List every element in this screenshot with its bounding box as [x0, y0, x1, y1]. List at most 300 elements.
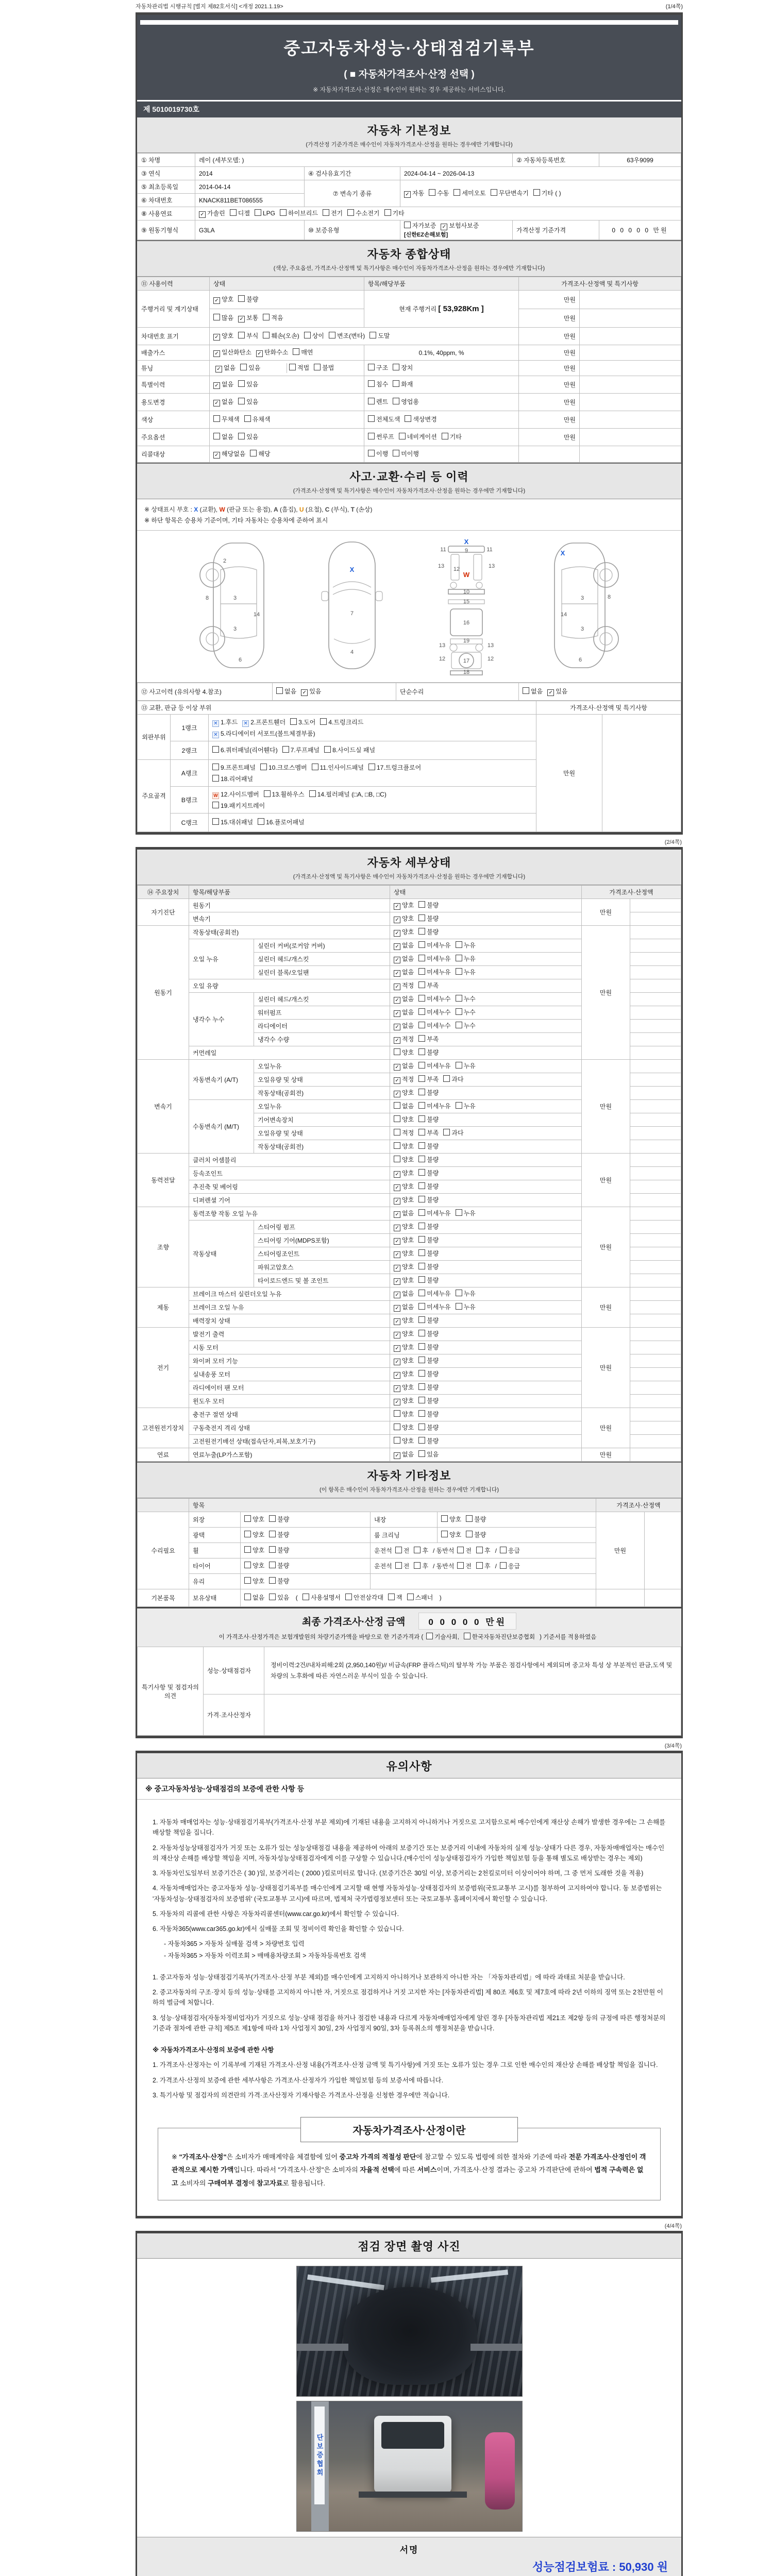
checkbox-icon — [418, 1383, 425, 1390]
note-cell — [630, 1020, 681, 1033]
final-price-note — [137, 1633, 681, 1642]
option: 누유 — [456, 955, 476, 963]
option: 적법 — [289, 364, 309, 372]
checkbox-icon — [456, 1209, 462, 1216]
damage-mark: X — [464, 538, 469, 546]
option: 불량 — [418, 1316, 439, 1325]
table-row: 조향 동력조향 작동 오일 누유 ✓ 없음 미세누유 누유 만원 — [138, 1207, 681, 1221]
option: 누수 — [456, 1022, 476, 1030]
price-cell: 만원 — [582, 1448, 630, 1462]
checkbox-icon — [414, 1547, 421, 1553]
option: ✓ 없음 — [394, 1303, 414, 1312]
checkbox-icon — [418, 1370, 425, 1377]
note-cell — [602, 715, 681, 832]
note-cell — [630, 1113, 681, 1127]
checkbox-icon: ✓ — [394, 1265, 400, 1272]
checkbox-icon — [429, 189, 435, 196]
option: 상이 — [304, 332, 324, 341]
option: 한국자동차진단보증협회 — [464, 1633, 535, 1642]
checkbox-icon — [500, 1562, 507, 1569]
table-row: 브레이크 오일 누유 ✓ 없음 미세누유 누유 — [138, 1301, 681, 1314]
note-cell — [630, 1274, 681, 1287]
price-cell: 만원 — [582, 926, 630, 1060]
option: 기술사회, — [426, 1633, 459, 1642]
checkbox-icon — [395, 1562, 402, 1569]
option: 3.도어 — [290, 718, 315, 727]
table-row: 고전원전기장치 충전구 절연 상태 양호 불량 만원 — [138, 1408, 681, 1421]
option: ✓ 양호 — [394, 1370, 414, 1379]
notice-title: 유의사항 — [386, 1760, 432, 1773]
price-cell: 만원 — [519, 309, 580, 328]
damage-mark: W — [463, 571, 470, 579]
option: 미세누수 — [418, 1008, 450, 1017]
checkbox-icon — [213, 415, 220, 422]
option: 전 — [395, 1562, 410, 1571]
option: 디젤 — [230, 209, 250, 218]
note-cell — [630, 1234, 681, 1247]
checkbox-icon — [456, 955, 462, 961]
checkbox-icon: ✓ — [199, 211, 206, 218]
checkbox-icon — [269, 1562, 276, 1568]
table-header-row: ⑪ 사용이력 상태 항목/해당부품 가격조사·산정액 및 특기사항 — [138, 277, 681, 291]
checkbox-icon: ✕ — [212, 732, 219, 738]
checkbox-icon — [456, 1008, 462, 1015]
option: 수소전기 — [347, 209, 379, 218]
detail-band — [137, 850, 681, 885]
checkbox-icon — [263, 314, 270, 320]
table-row: 2랭크 6.쿼터패널(리어휀다) 7.루프패널 8.사이드실 패널 — [138, 741, 681, 760]
notice-item: 2. 가격조사·산정의 보증에 관한 세부사항은 가격조사·산정자가 가입한 책임보험 등의 보증서에 따릅니다. — [153, 2076, 444, 2084]
table-row: 원동기 작동상태(공회전) ✓ 양호 불량 만원 — [138, 926, 681, 939]
checkbox-icon — [456, 1062, 462, 1069]
table-row: 용도변경 ✓ 없음 있음 렌트 영업용 만원 — [138, 394, 681, 411]
checkbox-icon: ✓ — [394, 1318, 400, 1325]
checkbox-icon — [393, 380, 399, 387]
checkbox-icon: ✓ — [394, 1372, 400, 1379]
checkbox-icon — [393, 398, 399, 404]
checkbox-icon — [456, 941, 462, 948]
checkbox-icon — [418, 1330, 425, 1336]
table-row: 워터펌프 ✓ 없음 미세누수 누수 — [138, 1006, 681, 1020]
table-row: 색상 무채색 유채색 전체도색 색상변경 만원 — [138, 411, 681, 429]
page-marker-3: (3/4쪽) — [664, 1743, 682, 1749]
etc-note: (이 항목은 매수인이 자동차가격조사·산정을 원하는 경우에만 기재합니다) — [319, 1487, 499, 1493]
notice-subheading: ※ 중고자동차성능·상태점검의 보증에 관한 사항 등 — [137, 1778, 681, 1800]
option: 양호 — [394, 1437, 414, 1446]
checkbox-icon — [290, 718, 297, 725]
checkbox-icon: ✓ — [404, 191, 411, 198]
checkbox-icon — [244, 1594, 251, 1600]
detail-table — [137, 885, 681, 1462]
checkbox-icon — [255, 209, 261, 216]
table-row: 라디에이터 ✓ 없음 미세누수 누수 — [138, 1020, 681, 1033]
basic-info-title: 자동차 기본정보 — [367, 124, 451, 137]
checkbox-icon — [414, 1562, 421, 1569]
panel-number: 13 — [488, 563, 495, 569]
table-row: 제동 브레이크 마스터 실린더오일 누유 ✓ 없음 미세누유 누유 만원 — [138, 1287, 681, 1301]
final-price-label: 최종 가격조사·산정 금액 — [301, 1617, 406, 1628]
accident-row-table — [137, 683, 681, 701]
option: 불량 — [269, 1531, 289, 1539]
option: 있음 — [240, 364, 260, 372]
checkbox-icon — [394, 1102, 400, 1109]
checkbox-icon — [282, 746, 289, 753]
note-cell — [630, 1354, 681, 1368]
option: ✓ 가솔린 — [199, 209, 225, 218]
option: 부식 — [238, 332, 258, 341]
note-cell — [630, 993, 681, 1006]
option: 후 — [414, 1547, 428, 1555]
table-row: 냉각수 누수 실린더 헤드/개스킷 ✓ 없음 미세누수 누수 — [138, 993, 681, 1006]
checkbox-icon: ✓ — [394, 917, 400, 923]
option: 양호 — [394, 1423, 414, 1432]
checkbox-icon — [418, 1263, 425, 1269]
checkbox-icon — [404, 222, 411, 228]
notice-item: 3. 자동차인도일부터 보증기간은 ( 30 )일, 보증거리는 ( 2000 )킬로미터로 합니다. (보증기간은 30일 이상, 보증거리는 2천킬로미터 이상이어야 하며, 그 중 먼저 도래한 것을 적용) — [153, 1870, 644, 1877]
checkbox-icon — [238, 380, 245, 387]
option: ✓ 없음 — [394, 968, 414, 977]
checkbox-icon — [456, 1303, 462, 1310]
checkbox-icon: ✓ — [394, 930, 400, 937]
option-text: 운전석 — [374, 1562, 392, 1570]
panel-number: 11 — [440, 547, 446, 553]
checkbox-icon — [418, 1089, 425, 1095]
option: 렌트 — [368, 398, 388, 406]
option: 양호 — [394, 1048, 414, 1057]
checkbox-icon — [280, 209, 287, 216]
option: ✓ 양호 — [394, 1223, 414, 1231]
option: 자가보증 — [404, 222, 436, 230]
checkbox-icon — [426, 1633, 433, 1639]
note-cell — [630, 1247, 681, 1261]
note-cell — [645, 1512, 681, 1589]
option: 미세누유 — [418, 1290, 450, 1298]
checkbox-icon: ✕ — [242, 720, 249, 727]
etc-title: 자동차 기타정보 — [367, 1469, 451, 1482]
option: 수동 — [429, 189, 449, 198]
panel-number: 8 — [607, 594, 611, 600]
option: 6.쿼터패널(리어휀다) — [212, 746, 278, 755]
car-top-view — [308, 538, 396, 677]
option: 누유 — [456, 1062, 476, 1071]
checkbox-icon: ✓ — [213, 297, 220, 304]
option-text: 운전석 — [374, 1547, 392, 1554]
option: 불량 — [466, 1531, 486, 1539]
checkbox-icon — [394, 1156, 400, 1162]
checkbox-icon — [393, 450, 399, 456]
checkbox-icon — [212, 746, 219, 753]
checkbox-icon — [418, 1169, 425, 1176]
option: 없음 — [213, 433, 233, 442]
option: ✓ 양호 — [394, 1276, 414, 1285]
notice-item: 1. 자동차 매매업자는 성능·상태점검기록부(가격조사·산정 부분 제외)에 기재된 내용을 고지하지 아니하거나 거짓으로 고지함으로써 매수인에게 재산상 손해가 발생한 경우에는 그 손해를 배상할 책임을 집니다. — [153, 1819, 666, 1837]
option: ✓ 양호 — [394, 914, 414, 923]
checkbox-icon — [418, 1423, 425, 1430]
panel-number: 17 — [463, 658, 470, 664]
notice-item: 2. 자동차성능상태점검자가 거짓 또는 오류가 있는 성능상태점검 내용을 제공하여 아래의 보증기간 또는 보증거리 이내에 자동차의 실제 성능·상태가 다른 경우, 자동차매매업자는 매수인의 재산상 손해를 배상할 책임을 지며, 자동차성능상태점검자에게 이를 구상할 수 있습니다.(매수인이 성능상태점검자가 가입한 책임보험 등을 통해 별도로 배상받는 경우는 제외) — [153, 1844, 665, 1862]
table-row: 전기 발전기 출력 ✓ 양호 불량 만원 — [138, 1328, 681, 1341]
checkbox-icon: ✓ — [215, 366, 222, 372]
note-cell — [630, 1314, 681, 1328]
checkbox-icon — [368, 380, 375, 387]
checkbox-icon — [238, 295, 245, 302]
checkbox-icon — [368, 364, 375, 370]
option: 양호 — [394, 1156, 414, 1164]
damage-mark: X — [349, 566, 355, 573]
checkbox-icon: ✓ — [394, 1278, 400, 1285]
notice-item: 1. 중고자동차 성능·상태점검기록부(가격조사·산정 부분 제외)를 매수인에게 고지하지 아니하거나 보관하지 아니한 자는 「자동차관리법」에 따라 과태료 처분을 받습니다. — [153, 1973, 625, 1981]
option: 부족 — [418, 1035, 439, 1044]
table-row: 기어변속장치 양호 불량 — [138, 1113, 681, 1127]
price-cell: 만원 — [519, 429, 580, 446]
notice-group — [153, 1817, 666, 1961]
exchange-panel-table — [137, 701, 681, 832]
checkbox-icon — [418, 968, 425, 975]
option: 장치 — [393, 364, 413, 372]
checkbox-icon: ✓ — [394, 970, 400, 977]
price-cell: 만원 — [582, 1154, 630, 1207]
checkbox-icon — [443, 1075, 450, 1082]
option: 있음 — [238, 380, 258, 389]
accident-title: 사고·교환·수리 등 이력 — [349, 470, 469, 483]
checkbox-icon — [244, 1546, 251, 1553]
checkbox-icon — [418, 1115, 425, 1122]
option: 침수 — [368, 380, 388, 389]
option: ✓ 양호 — [394, 1089, 414, 1097]
checkbox-icon — [418, 1236, 425, 1243]
opinion-table — [137, 1647, 681, 1736]
panel-number: 13 — [487, 642, 494, 649]
panel-number: 10 — [463, 589, 470, 595]
detail-table-el — [137, 885, 681, 1462]
checkbox-icon: ✓ — [394, 1064, 400, 1071]
photos-band — [137, 2233, 681, 2259]
option: 무채색 — [213, 415, 240, 424]
checkbox-icon — [418, 1048, 425, 1055]
table-row: 광택 양호 불량 룸 크리닝 양호 불량 — [138, 1528, 681, 1543]
checkbox-icon — [320, 718, 327, 725]
checkbox-icon: ✕ — [212, 720, 219, 727]
checkbox-icon — [269, 1594, 276, 1600]
option: 미세누유 — [418, 941, 450, 950]
checkbox-icon — [418, 1357, 425, 1363]
notice-item: 3. 특기사항 및 점검자의 의견란의 가격·조사산정자 기재사항은 가격조사·산정을 신청한 경우에만 적습니다. — [153, 2091, 450, 2099]
checkbox-icon: ✓ — [394, 1211, 400, 1218]
option: 도말 — [369, 332, 390, 341]
car-damage-diagram — [137, 531, 681, 683]
option: ✓ 없음 — [394, 1209, 414, 1218]
checkbox-icon — [418, 1022, 425, 1028]
option: 불량 — [418, 1276, 439, 1285]
option: 썬루프 — [368, 433, 394, 442]
table-row: 오일유량 및 상태 적정 부족 과다 — [138, 1127, 681, 1140]
checkbox-icon — [456, 995, 462, 1002]
panel-number: 2 — [223, 558, 227, 564]
checkbox-icon — [238, 332, 245, 338]
table-row: 구동축전지 격리 상태 양호 불량 — [138, 1421, 681, 1435]
option: 많음 — [213, 314, 233, 323]
regulation-text: 자동차관리법 시행규칙 [별지 제82호서식] <개정 2021.1.19> — [136, 4, 283, 10]
table-row: 디퍼렌셜 기어 ✓ 양호 불량 — [138, 1194, 681, 1207]
checkbox-icon: ✓ — [394, 1359, 400, 1365]
option: ✓ 양호 — [394, 1196, 414, 1205]
price-cell: 만원 — [582, 1207, 630, 1287]
option: ✓ 있음 — [301, 687, 321, 696]
option: 변조(변타) — [329, 332, 365, 341]
option-text: / 동반석 — [432, 1562, 455, 1570]
vehicle-on-lift — [374, 2416, 451, 2493]
checkbox-icon — [491, 189, 497, 196]
checkbox-icon: W — [212, 792, 219, 799]
note-cell — [630, 979, 681, 993]
checkbox-icon — [312, 764, 318, 770]
option: 양호 — [244, 1515, 264, 1524]
option: ✓ 양호 — [394, 1316, 414, 1325]
block-notice — [136, 1751, 683, 2218]
checkbox-icon — [418, 928, 425, 935]
exchange-table — [137, 701, 681, 832]
page-marker-4: (4/4쪽) — [664, 2223, 682, 2230]
option: 15.대쉬패널 — [212, 818, 253, 827]
table-row: 동력전달 클러치 어셈블리 양호 불량 만원 — [138, 1154, 681, 1167]
table-row: ⑥ 차대번호 KNACK811BET086555 — [138, 194, 681, 207]
option: 없음 — [276, 687, 296, 696]
checkbox-icon: ✓ — [394, 1251, 400, 1258]
passenger-car-note: ※ 하단 항목은 승용차 기준이며, 기타 자동차는 승용차에 준하여 표시 — [144, 517, 328, 524]
checkbox-icon — [418, 1397, 425, 1403]
signature-title: 서명 — [399, 2545, 419, 2555]
checkbox-icon — [418, 1316, 425, 1323]
etc-table-el — [137, 1498, 681, 1607]
option: ✓ 양호 — [394, 901, 414, 910]
table-row: 특별이력 ✓ 없음 있음 침수 화재 만원 — [138, 376, 681, 394]
note-cell — [580, 376, 681, 394]
option: ✓ 양호 — [213, 295, 233, 304]
checkbox-icon: ✓ — [394, 1399, 400, 1405]
table-row: 파워고압호스 ✓ 양호 불량 — [138, 1261, 681, 1274]
checkbox-icon — [418, 981, 425, 988]
option: 부족 — [418, 1075, 439, 1084]
option: ✓ 양호 — [213, 332, 233, 341]
option: ✓ 보통 — [238, 314, 258, 323]
damage-mark: X — [560, 549, 565, 557]
notice-group-heading: ※ 자동차가격조사·산정의 보증에 관한 사항 — [153, 2046, 274, 2054]
checkbox-icon — [418, 941, 425, 948]
insurance-fee: 성능점검보험료 : 50,930 원 — [532, 2561, 668, 2574]
price-cell: 만원 — [519, 361, 580, 376]
price-definition-box — [158, 2125, 661, 2200]
option: 불량 — [418, 1423, 439, 1432]
checkbox-icon — [533, 189, 540, 196]
checkbox-icon: ✓ — [394, 1010, 400, 1017]
option: 미세누수 — [418, 1022, 450, 1030]
checkbox-icon: ✓ — [213, 452, 220, 459]
checkbox-icon: ✓ — [394, 903, 400, 910]
option: 색상변경 — [405, 415, 436, 424]
notice-group — [153, 1972, 666, 2033]
checkbox-icon — [418, 1129, 425, 1136]
table-row: 스티어링조인트 ✓ 양호 불량 — [138, 1247, 681, 1261]
option: 16.플로어패널 — [258, 818, 305, 827]
checkbox-icon — [441, 1531, 448, 1537]
header-decor-bar — [140, 20, 678, 25]
price-cell: 만원 — [582, 1408, 630, 1448]
option: ✓ 적정 — [394, 981, 414, 990]
checkbox-icon — [250, 450, 257, 456]
option: ✕ 2.프론트휀더 — [242, 718, 285, 727]
table-row: 연료 연료누출(LP가스포함) ✓ 없음 있음 만원 — [138, 1448, 681, 1462]
option: 불량 — [418, 1357, 439, 1365]
overall-band — [137, 240, 681, 277]
price-definition-title: 자동차가격조사·산정이란 — [300, 2117, 518, 2142]
checkbox-icon — [418, 1008, 425, 1015]
option: 양호 — [441, 1531, 461, 1539]
option: 불량 — [418, 1048, 439, 1057]
checkbox-icon — [394, 1423, 400, 1430]
table-row: 실린더 헤드/개스킷 ✓ 없음 미세누유 누유 — [138, 953, 681, 966]
mileage-value: [ 53,928Km ] — [438, 304, 484, 313]
checkbox-icon — [269, 1546, 276, 1553]
checkbox-icon — [418, 1209, 425, 1216]
note-cell — [630, 899, 681, 912]
checkbox-icon — [456, 968, 462, 975]
option: ✕ 1.후드 — [212, 718, 238, 727]
option: 과다 — [443, 1129, 463, 1138]
block-detail — [136, 847, 683, 1738]
option: 사용설명서 — [303, 1594, 341, 1602]
option: 불량 — [466, 1515, 486, 1524]
table-row: 변속기 자동변속기 (A/T) 오일누유 ✓ 없음 미세누유 누유 만원 — [138, 1060, 681, 1073]
option: ✓ 없음 — [213, 380, 233, 389]
price-cell: 만원 — [519, 394, 580, 411]
notice-item: 5. 자동차의 리콜에 관한 사항은 자동차리콜센터(www.car.go.kr)에서 확인할 수 있습니다. — [153, 1910, 399, 1918]
checkbox-icon — [263, 332, 270, 338]
checkbox-icon — [324, 746, 331, 753]
notice-item: 6. 자동차365(www.car365.go.kr)에서 실매물 조회 및 정비이력 확인을 확인할 수 있습니다. — [153, 1925, 404, 1933]
table-row: 주행거리 및 계기상태 ✓ 양호 불량 현재 주행거리 [ 53,928Km ] 만원 — [138, 291, 681, 309]
option: ✓ 양호 — [394, 928, 414, 937]
option: 불량 — [418, 1236, 439, 1245]
panel-number: 11 — [486, 547, 493, 553]
checkbox-icon — [476, 1547, 483, 1553]
price-cell: 만원 — [582, 1287, 630, 1328]
overall-table — [137, 277, 681, 463]
checkbox-icon — [418, 1276, 425, 1283]
note-cell — [580, 328, 681, 345]
option: 미세누유 — [418, 1062, 450, 1071]
price-cell: 만원 — [519, 411, 580, 429]
panel-number: 7 — [350, 611, 354, 617]
table-row: 차대번호 표기 ✓ 양호 부식 훼손(오손) 상이 변조(변타) 도말 만원 — [138, 328, 681, 345]
table-row: 윈도우 모터 ✓ 양호 불량 — [138, 1395, 681, 1408]
option: ✓ 없음 — [215, 364, 236, 372]
notice-item: 3. 성능·상태점검자(자동차정비업자)가 거짓으로 성능·상태 점검을 하거나 점검한 내용과 다르게 자동차매매업자에게 알린 경우 [자동차관리법 제21조 제2항 등의 규정에 따른 행정처분의 기준과 절차에 관한 규칙] 제5조 제1항에 따라 1차 사업정지 30일, 2차 사업정지 90일, 3차 등록취소의 행정처분을 받습니다. — [153, 2014, 666, 2032]
option: 미세누유 — [418, 955, 450, 963]
checkbox-icon: ✓ — [394, 1091, 400, 1097]
option: 불량 — [418, 1343, 439, 1352]
checkbox-icon — [418, 1290, 425, 1296]
option: ✓ 탄화수소 — [256, 348, 288, 357]
option: 불량 — [418, 1437, 439, 1446]
accident-legend — [137, 499, 681, 531]
option: 전체도색 — [368, 415, 400, 424]
checkbox-icon — [407, 1594, 414, 1600]
detail-title: 자동차 세부상태 — [367, 856, 451, 869]
detail-note: (가격조사·산정액 및 특기사항은 매수인이 자동차가격조사·산정을 원하는 경우에만 기재합니다) — [293, 874, 526, 880]
table-row: 외판부위 1랭크 ✕ 1.후드 ✕ 2.프론트휀더 3.도어 4.트렁크리드 ✕ 5.라디에이터 서포트(볼트체결부품) 만원 — [138, 715, 681, 741]
checkbox-icon: ✓ — [213, 400, 220, 406]
option: 없음 — [523, 687, 543, 696]
